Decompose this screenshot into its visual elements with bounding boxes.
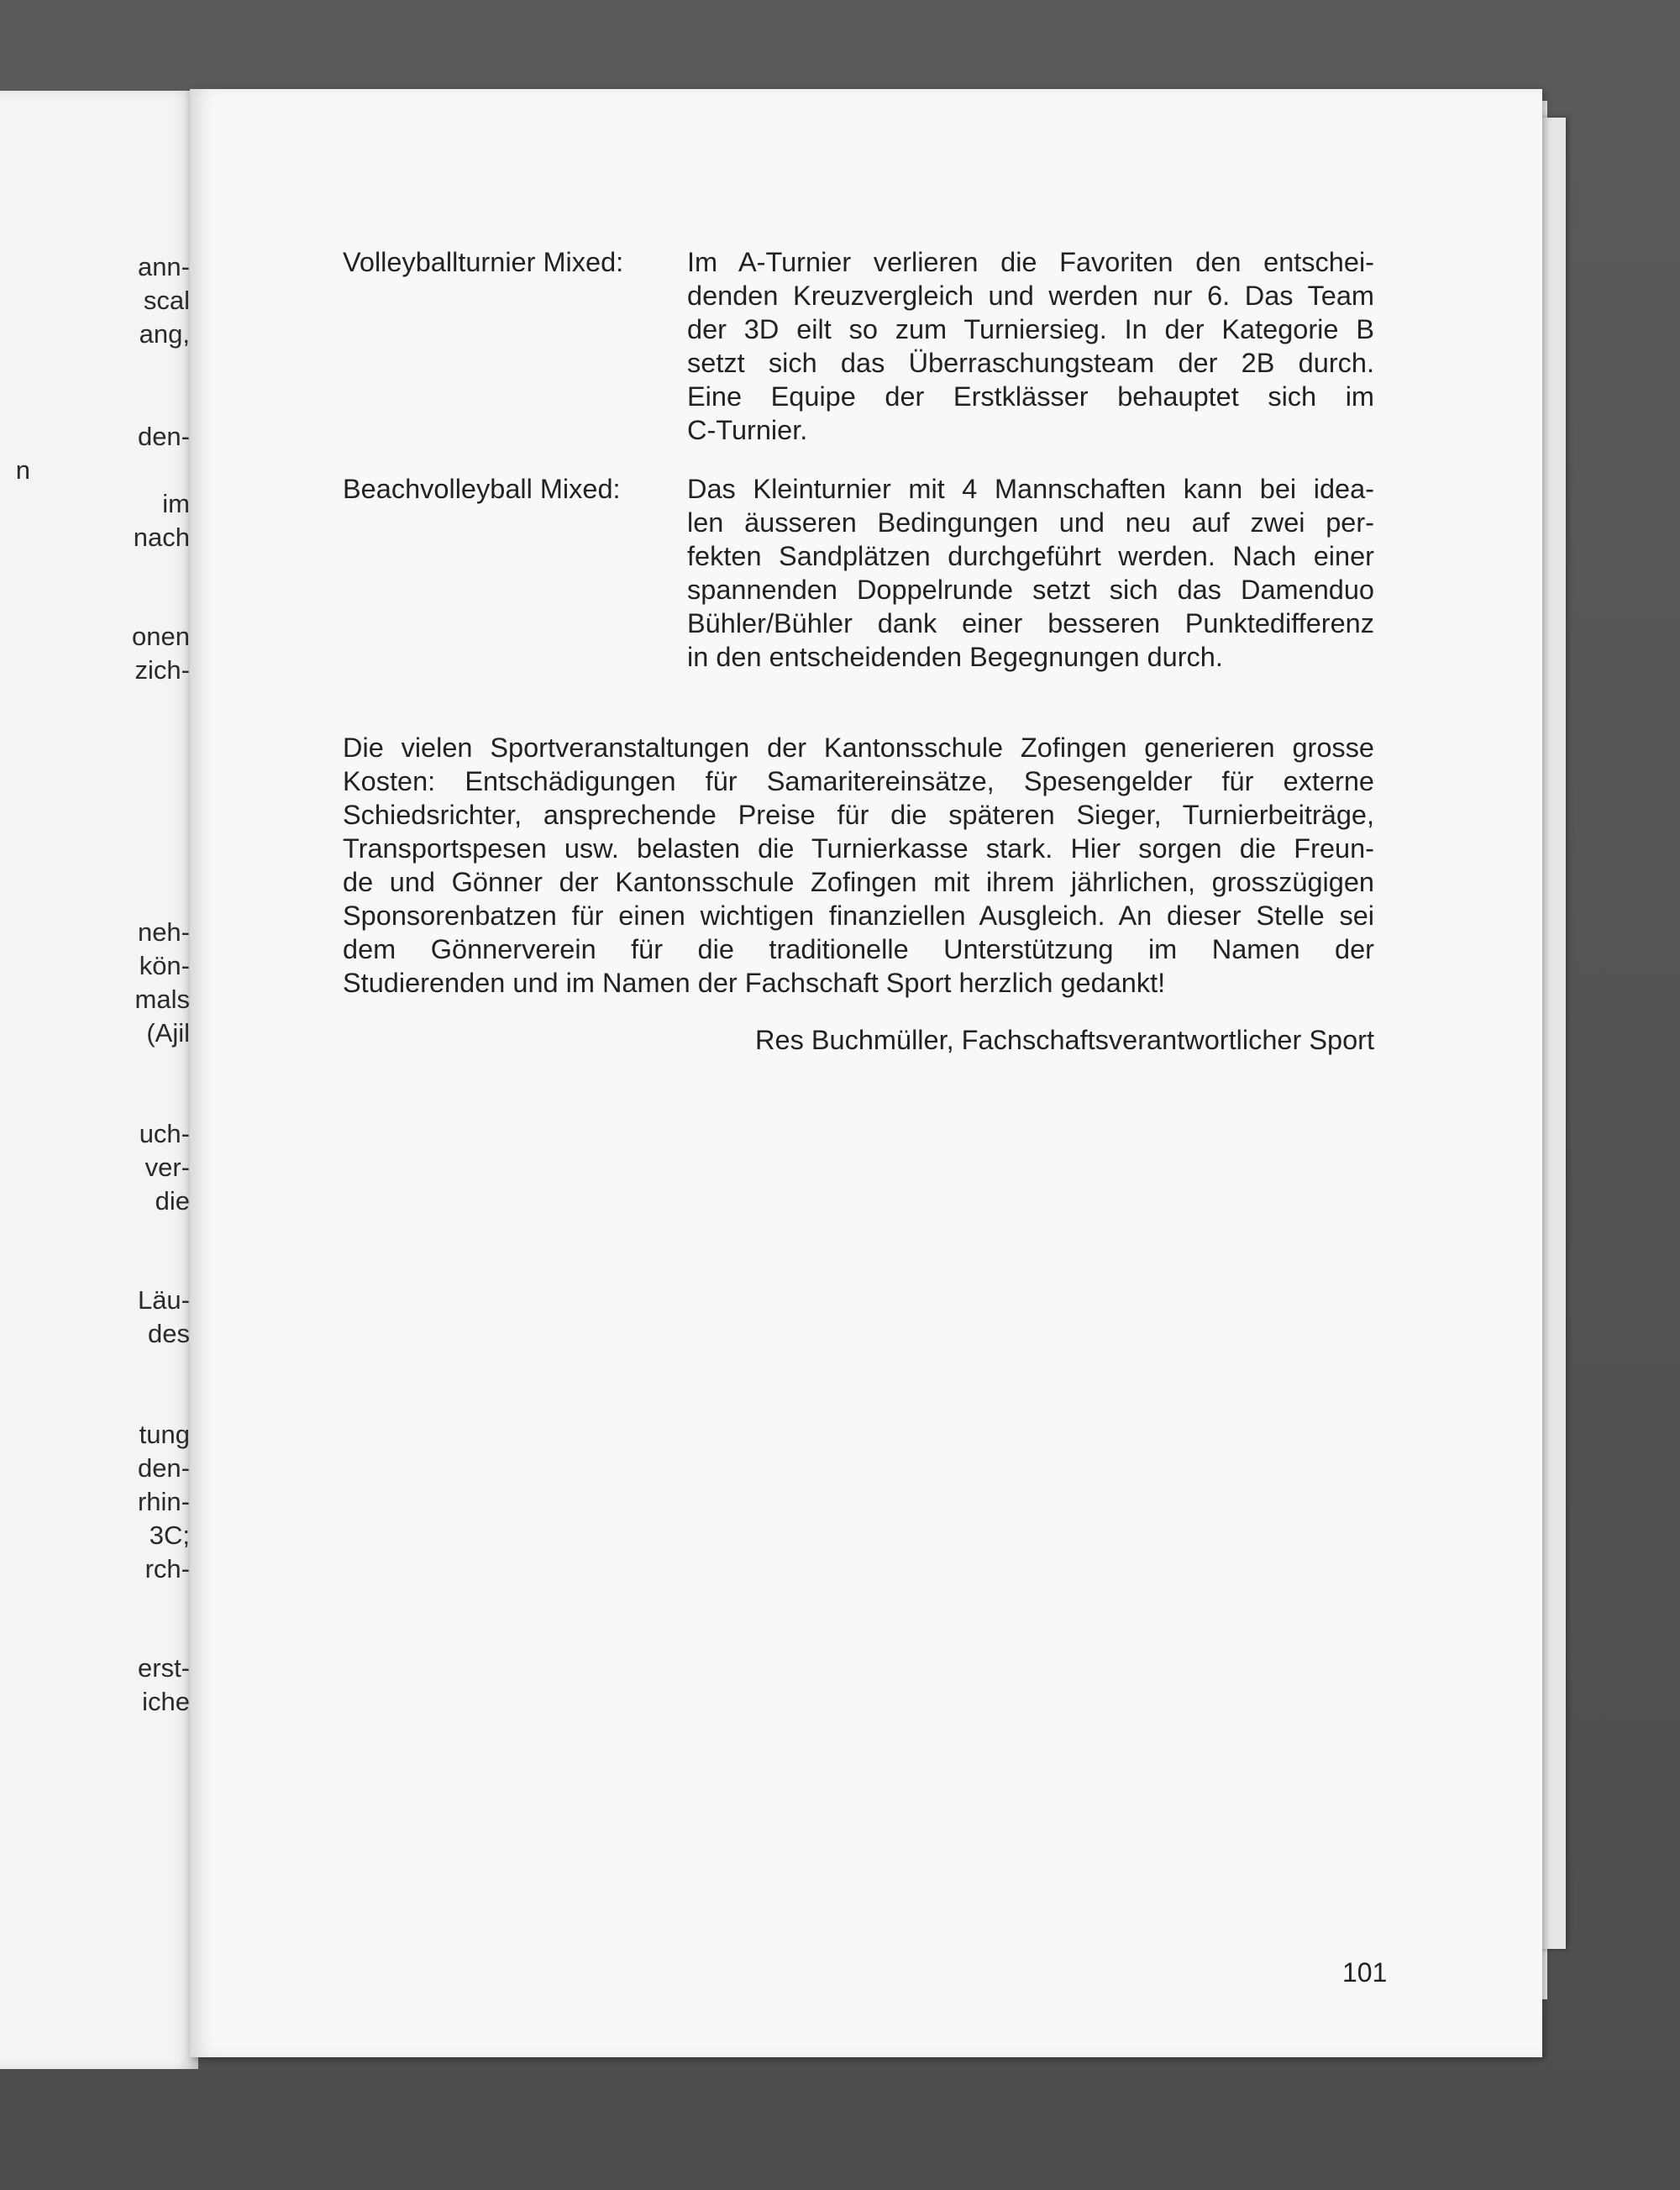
- entry-text: [687, 245, 1374, 447]
- left-page-fragment: des: [148, 1319, 190, 1348]
- left-page-fragment: 3C;: [149, 1520, 190, 1550]
- author-signature: Res Buchmüller, Fachschaftsverantwortlicher Sport: [755, 1025, 1374, 1055]
- text-line: spannenden Doppelrunde setzt sich das Damenduo: [687, 575, 1374, 605]
- left-page-fragment: mals: [134, 985, 190, 1014]
- left-page-fragment: zich-: [134, 655, 190, 685]
- left-page-fragment: nach: [133, 523, 190, 552]
- left-page-fragment: ang,: [139, 319, 190, 349]
- text-line: C-Turnier.: [687, 415, 808, 445]
- result-entry: [343, 472, 1374, 674]
- body-paragraph: [343, 731, 1374, 1000]
- left-page-fragment: erst-: [138, 1653, 190, 1683]
- left-page-fragment: iche: [142, 1687, 190, 1716]
- text-line: denden Kreuzvergleich und werden nur 6. Das Team: [687, 281, 1374, 311]
- left-page-fragment: uch-: [139, 1119, 190, 1148]
- left-page-fragment: neh-: [137, 917, 190, 947]
- left-page-fragment: kön-: [139, 951, 190, 980]
- text-line: Schiedsrichter, ansprechende Preise für die späteren Sieger, Turnierbeiträge,: [343, 800, 1374, 830]
- left-page-fragment: scal: [143, 286, 190, 315]
- text-line: Eine Equipe der Erstklässer behauptet sich im: [687, 381, 1374, 412]
- text-line: Das Kleinturnier mit 4 Mannschaften kann bei idea-: [687, 474, 1374, 504]
- text-line: de und Gönner der Kantonsschule Zofingen mit ihrem jährlichen, grosszügigen: [343, 867, 1374, 897]
- left-page-fragment: im: [162, 489, 190, 518]
- text-line: Sponsorenbatzen für einen wichtigen finanziellen Ausgleich. An dieser Stelle sei: [343, 901, 1374, 931]
- text-line: der 3D eilt so zum Turniersieg. In der Kategorie B: [687, 314, 1374, 344]
- text-line: Studierenden und im Namen der Fachschaft Sport herzlich gedankt!: [343, 968, 1166, 998]
- left-page-fragment: rch-: [144, 1554, 190, 1583]
- left-page-fragment: onen: [132, 622, 190, 651]
- page-number: 101: [1342, 1957, 1388, 1988]
- page-content: [343, 245, 1374, 1057]
- text-line: Bühler/Bühler dank einer besseren Punktedifferenz: [687, 608, 1374, 638]
- text-line: Die vielen Sportveranstaltungen der Kantonsschule Zofingen generieren grosse: [343, 733, 1374, 763]
- text-line: Kosten: Entschädigungen für Samaritereinsätze, Spesengelder für externe: [343, 766, 1374, 796]
- left-page-fragment: (Ajil: [146, 1018, 190, 1048]
- left-page-fragment: ann-: [137, 252, 190, 281]
- text-line: Transportspesen usw. belasten die Turnierkasse stark. Hier sorgen die Freun-: [343, 833, 1374, 864]
- right-page: [190, 89, 1542, 2057]
- text-line: fekten Sandplätzen durchgeführt werden. Nach einer: [687, 541, 1374, 571]
- left-page-fragment: den-: [137, 422, 190, 451]
- left-page-fragment: rhin-: [137, 1487, 190, 1516]
- text-line: Im A-Turnier verlieren die Favoriten den entschei-: [687, 247, 1374, 277]
- left-page-fragment: den-: [137, 1453, 190, 1483]
- left-page-fragment: n: [15, 455, 30, 485]
- result-entry: [343, 245, 1374, 447]
- text-line: in den entscheidenden Begegnungen durch.: [687, 642, 1223, 672]
- entry-label: Beachvolleyball Mixed:: [343, 474, 621, 504]
- left-page-fragment: ver-: [144, 1153, 190, 1182]
- text-line: len äusseren Bedingungen und neu auf zwei per-: [687, 507, 1374, 538]
- left-page: [0, 91, 198, 2069]
- left-page-fragment: die: [155, 1186, 190, 1216]
- entry-text: [687, 472, 1374, 674]
- text-line: setzt sich das Überraschungsteam der 2B durch.: [687, 348, 1374, 378]
- text-line: dem Gönnerverein für die traditionelle Unterstützung im Namen der: [343, 934, 1374, 964]
- entry-label: Volleyballturnier Mixed:: [343, 247, 624, 277]
- left-page-fragment: tung: [139, 1420, 190, 1449]
- left-page-fragment: Läu-: [137, 1285, 190, 1315]
